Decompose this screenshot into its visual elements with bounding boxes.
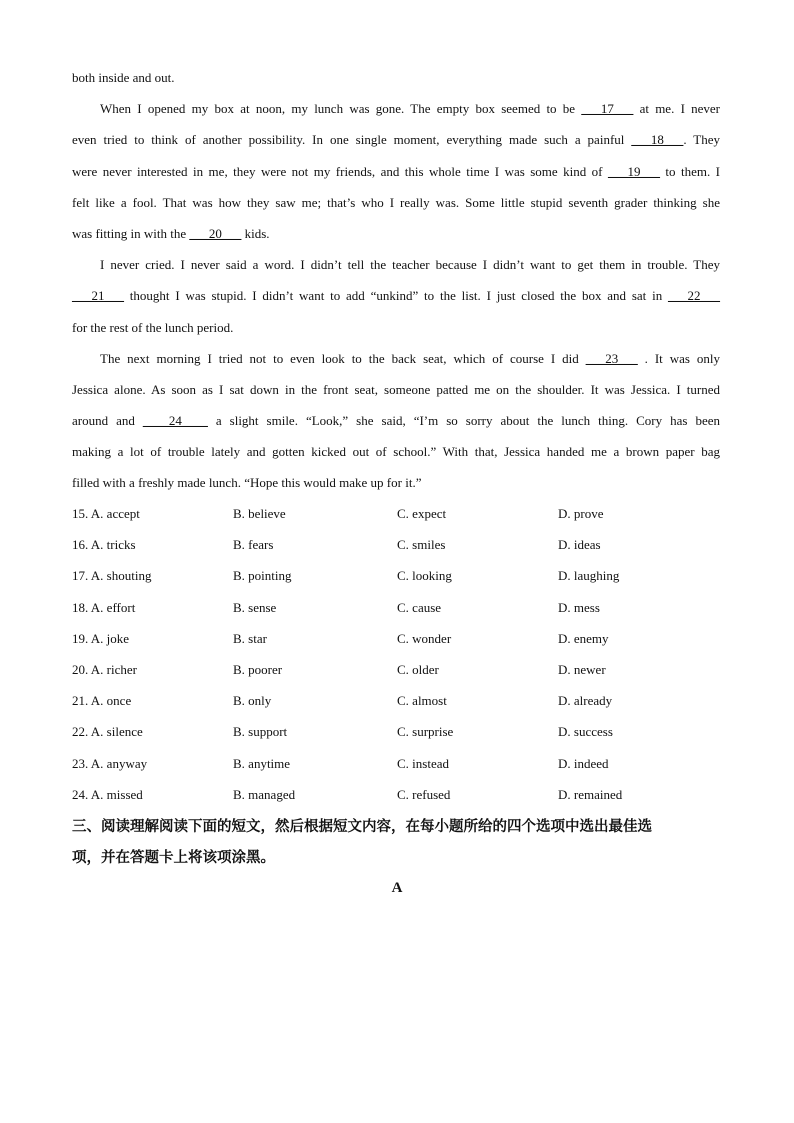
option-b: B. managed <box>233 786 296 802</box>
text-segment: . They <box>683 132 720 148</box>
option-a: 16. A. tricks <box>72 537 136 553</box>
option-b: B. pointing <box>233 568 292 584</box>
passage-line: Jessica alone. As soon as I sat down in the front seat, someone patted me on the shoulder. It was Jessica. I turned <box>72 381 720 397</box>
section-heading-line: 三、阅读理解阅读下面的短文，然后根据短文内容，在每小题所给的四个选项中选出最佳选 <box>72 819 652 835</box>
option-a: 15. A. accept <box>72 506 140 521</box>
blank-24: ____24____ <box>142 413 208 429</box>
blank-20: ___20___ <box>189 225 242 241</box>
option-row <box>72 529 732 560</box>
option-row <box>72 560 732 591</box>
passage-line <box>72 405 720 436</box>
option-d: D. laughing <box>558 568 620 584</box>
option-a: 23. A. anyway <box>72 755 148 771</box>
option-a: 22. A. silence <box>72 724 143 740</box>
blank-21: ___21___ <box>72 288 124 304</box>
option-row <box>72 592 732 623</box>
blank-19: ___19___ <box>607 163 660 179</box>
option-d: D. prove <box>558 506 604 521</box>
passage-line: both inside and out. <box>72 70 175 85</box>
option-c: C. refused <box>397 786 451 802</box>
text-segment: to them. I <box>659 163 720 179</box>
option-c: C. cause <box>397 599 442 615</box>
passage-line: felt like a fool. That was how they saw me; that’s who I really was. Some little stupid seventh grader thinking she <box>72 194 720 210</box>
option-a: 18. A. effort <box>72 599 136 615</box>
option-row <box>72 716 732 747</box>
option-b: B. only <box>233 693 272 709</box>
passage-line <box>72 280 720 311</box>
option-row <box>72 685 732 716</box>
option-d: D. already <box>558 693 613 709</box>
option-c: C. looking <box>397 568 452 584</box>
passage-line: filled with a freshly made lunch. “Hope this would make up for it.” <box>72 475 422 491</box>
text-segment: were never interested in me, they were not my friends, and this whole time I was some kind of <box>72 163 608 179</box>
text-segment: kids. <box>241 225 270 241</box>
option-c: C. almost <box>397 693 447 709</box>
section-heading-line: 项，并在答题卡上将该项涂黑。 <box>72 850 275 866</box>
option-a: 21. A. once <box>72 693 132 709</box>
passage-line <box>72 124 720 155</box>
option-b: B. sense <box>233 599 277 615</box>
option-d: D. enemy <box>558 630 609 646</box>
passage-line <box>72 218 720 249</box>
option-b: B. star <box>233 630 267 646</box>
option-d: D. indeed <box>558 755 609 771</box>
option-row <box>72 748 732 779</box>
option-row <box>72 498 732 529</box>
option-d: D. ideas <box>558 537 601 553</box>
blank-18: ___18___ <box>631 132 684 148</box>
option-c: C. expect <box>397 506 447 521</box>
option-d: D. remained <box>558 786 623 802</box>
option-b: B. fears <box>233 537 274 553</box>
option-row <box>72 654 732 685</box>
passage-line <box>72 93 720 124</box>
option-b: B. support <box>233 724 288 740</box>
option-a: 20. A. richer <box>72 661 137 677</box>
option-d: D. mess <box>558 599 600 615</box>
answer-options <box>72 498 732 810</box>
option-a: 17. A. shouting <box>72 568 152 584</box>
reading-passage <box>72 62 720 499</box>
text-segment: When I opened my box at noon, my lunch was gone. The empty box seemed to be <box>100 101 582 117</box>
passage-line: for the rest of the lunch period. <box>72 319 234 335</box>
option-d: D. newer <box>558 661 606 677</box>
option-c: C. surprise <box>397 724 454 740</box>
option-row <box>72 623 732 654</box>
option-c: C. wonder <box>397 630 452 646</box>
option-b: B. poorer <box>233 661 283 677</box>
text-segment: thought I was stupid. I didn’t want to add “unkind” to the list. I just closed the box and sat in <box>124 288 668 304</box>
passage-line: I never cried. I never said a word. I didn’t tell the teacher because I didn’t want to get them in trouble. They <box>100 257 720 273</box>
text-segment: . It was only <box>637 350 720 366</box>
section-heading <box>72 812 722 874</box>
text-segment: around and <box>72 413 143 429</box>
option-b: B. believe <box>233 506 286 521</box>
passage-line <box>72 156 720 187</box>
option-d: D. success <box>558 724 613 740</box>
blank-22: ___22___ <box>668 288 720 304</box>
text-segment: even tried to think of another possibility. In one single moment, everything made such a painful <box>72 132 632 148</box>
text-segment: was fitting in with the <box>72 225 190 241</box>
option-c: C. smiles <box>397 537 446 553</box>
option-row <box>72 779 732 810</box>
passage-letter: A <box>391 880 403 896</box>
option-a: 24. A. missed <box>72 786 143 802</box>
option-a: 19. A. joke <box>72 630 130 646</box>
blank-17: ___17___ <box>581 101 634 117</box>
text-segment: at me. I never <box>633 101 721 117</box>
option-c: C. instead <box>397 755 449 771</box>
option-c: C. older <box>397 661 439 677</box>
text-segment: a slight smile. “Look,” she said, “I’m so sorry about the lunch thing. Cory has been <box>207 413 720 429</box>
passage-line <box>72 343 720 374</box>
blank-23: ___23___ <box>585 350 638 366</box>
passage-line: making a lot of trouble lately and gotten kicked out of school.” With that, Jessica handed me a brown paper bag <box>72 444 720 460</box>
text-segment: The next morning I tried not to even look to the back seat, which of course I did <box>100 350 586 366</box>
option-b: B. anytime <box>233 755 291 771</box>
